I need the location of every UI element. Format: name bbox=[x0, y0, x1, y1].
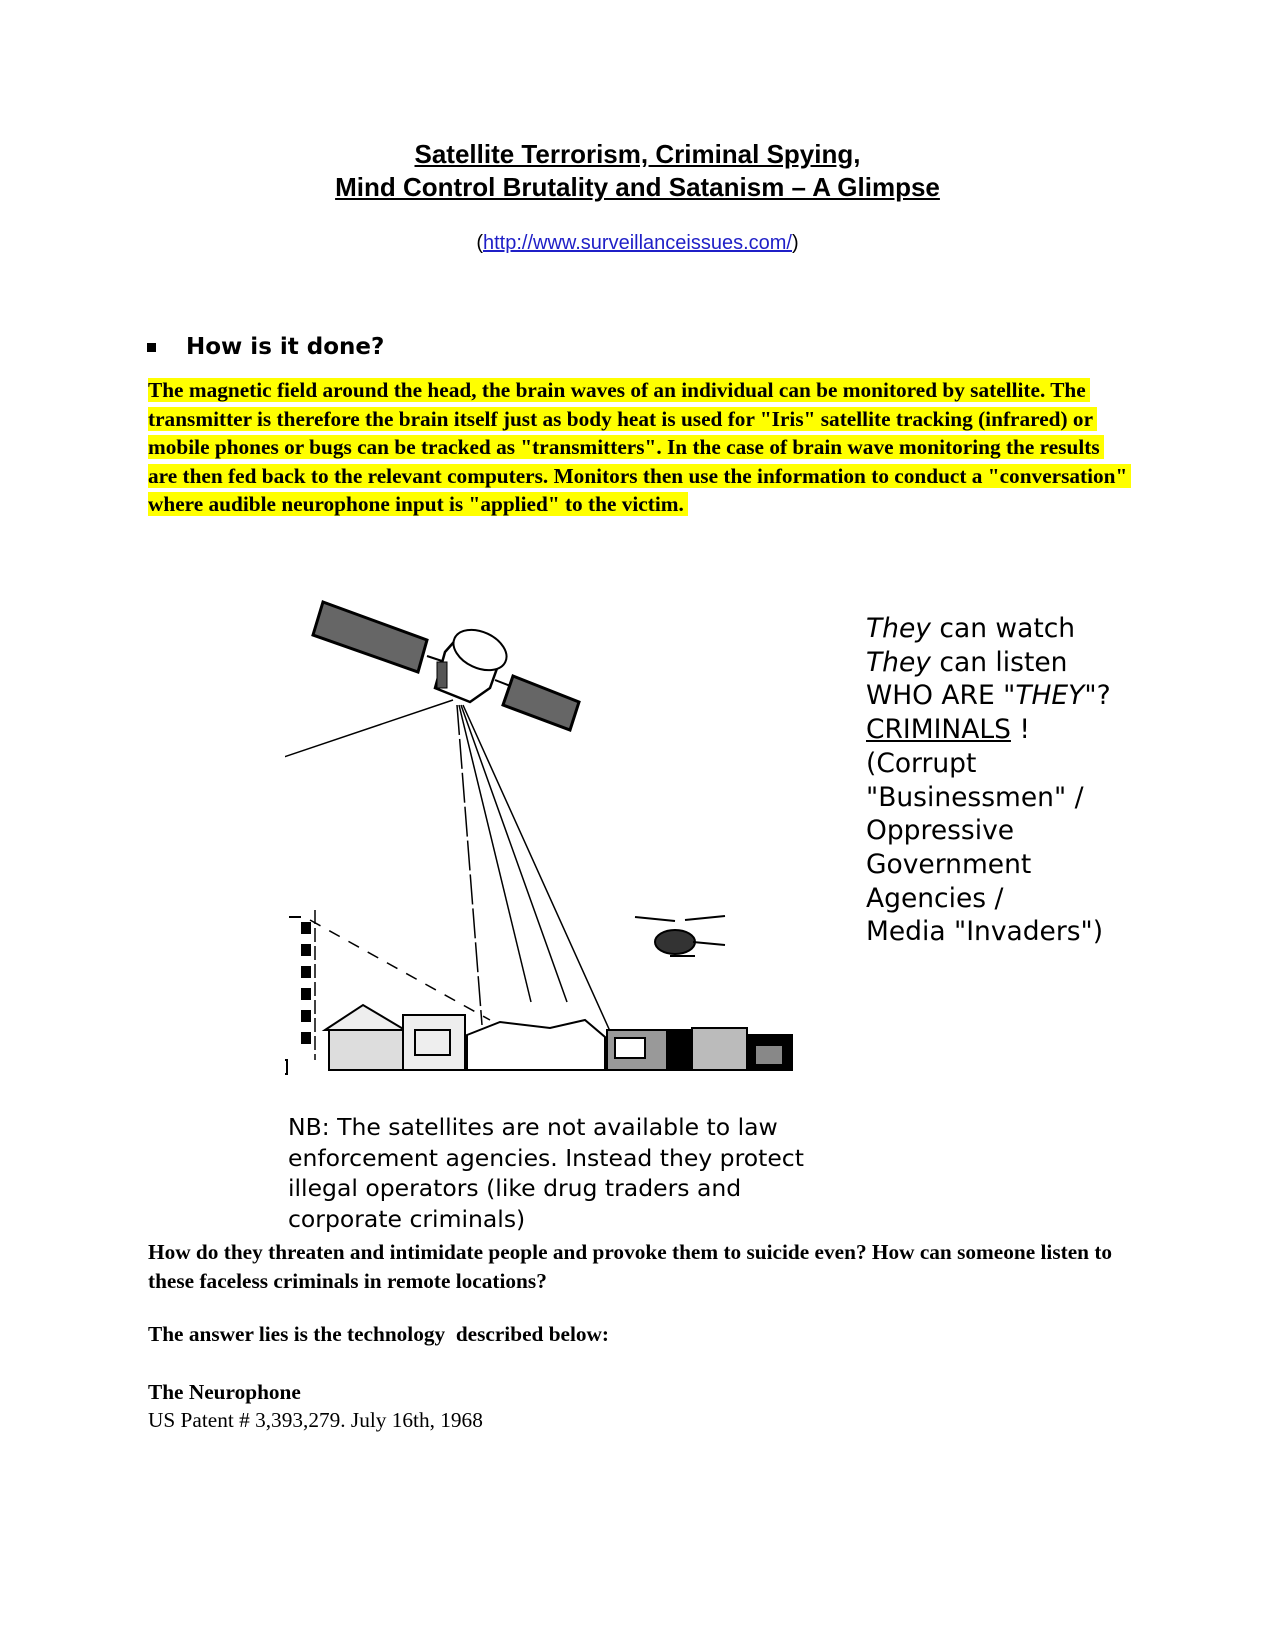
document-title bbox=[0, 138, 1275, 204]
satellite-icon bbox=[285, 590, 825, 1080]
callout-line-5: (Corrupt bbox=[866, 747, 977, 779]
neurophone-heading: The Neurophone bbox=[148, 1380, 301, 1404]
callout-line-8: Government bbox=[866, 848, 1032, 880]
figure-caption: NB: The satellites are not available to law enforcement agencies. Instead they protect illegal operators (like drug traders and corporate criminals) bbox=[288, 1113, 804, 1233]
they-callout bbox=[866, 612, 1111, 949]
callout-line-3: WHO ARE "THEY"? bbox=[866, 680, 1111, 712]
callout-line-6: "Businessmen" / bbox=[866, 781, 1084, 813]
callout-line-1: They can watch bbox=[866, 613, 1076, 644]
callout-line-4: CRIMINALS ! bbox=[866, 714, 1030, 746]
patent-line: US Patent # 3,393,279. July 16th, 1968 bbox=[148, 1408, 483, 1432]
callout-line-10: Media "Invaders") bbox=[866, 916, 1104, 948]
answer-line: The answer lies is the technology described below: bbox=[148, 1322, 610, 1346]
highlighted-paragraph: The magnetic field around the head, the brain waves of an individual can be monitored by satellite. The transmitter is therefore the brain itself just as body heat is used for "Iris" satellite tracking (infrared) or mobile phones or bugs can be tracked as "transmitters". In the case of brain wave monitoring the results are then fed back to the relevant computers. Monitors then use the information to conduct a "conversation" where audible neurophone input is "applied" to the victim. bbox=[148, 376, 1128, 519]
title-line-2: Mind Control Brutality and Satanism – A Glimpse bbox=[335, 172, 940, 202]
callout-line-9: Agencies / bbox=[866, 882, 1004, 914]
source-link[interactable]: http://www.surveillanceissues.com/ bbox=[482, 232, 792, 254]
square-bullet-icon bbox=[147, 343, 156, 352]
source-line: (http://www.surveillanceissues.com/) bbox=[476, 232, 799, 254]
question-paragraph: How do they threaten and intimidate people and provoke them to suicide even? How can someone listen to these faceless criminals in remote locations? bbox=[148, 1240, 1113, 1293]
satellite-illustration bbox=[285, 590, 825, 1080]
title-line-1: Satellite Terrorism, Criminal Spying, bbox=[414, 139, 861, 169]
section-heading bbox=[147, 334, 384, 360]
callout-line-7: Oppressive bbox=[866, 815, 1015, 847]
callout-line-2: They can listen bbox=[866, 646, 1068, 678]
section-heading-text: How is it done? bbox=[186, 334, 385, 360]
